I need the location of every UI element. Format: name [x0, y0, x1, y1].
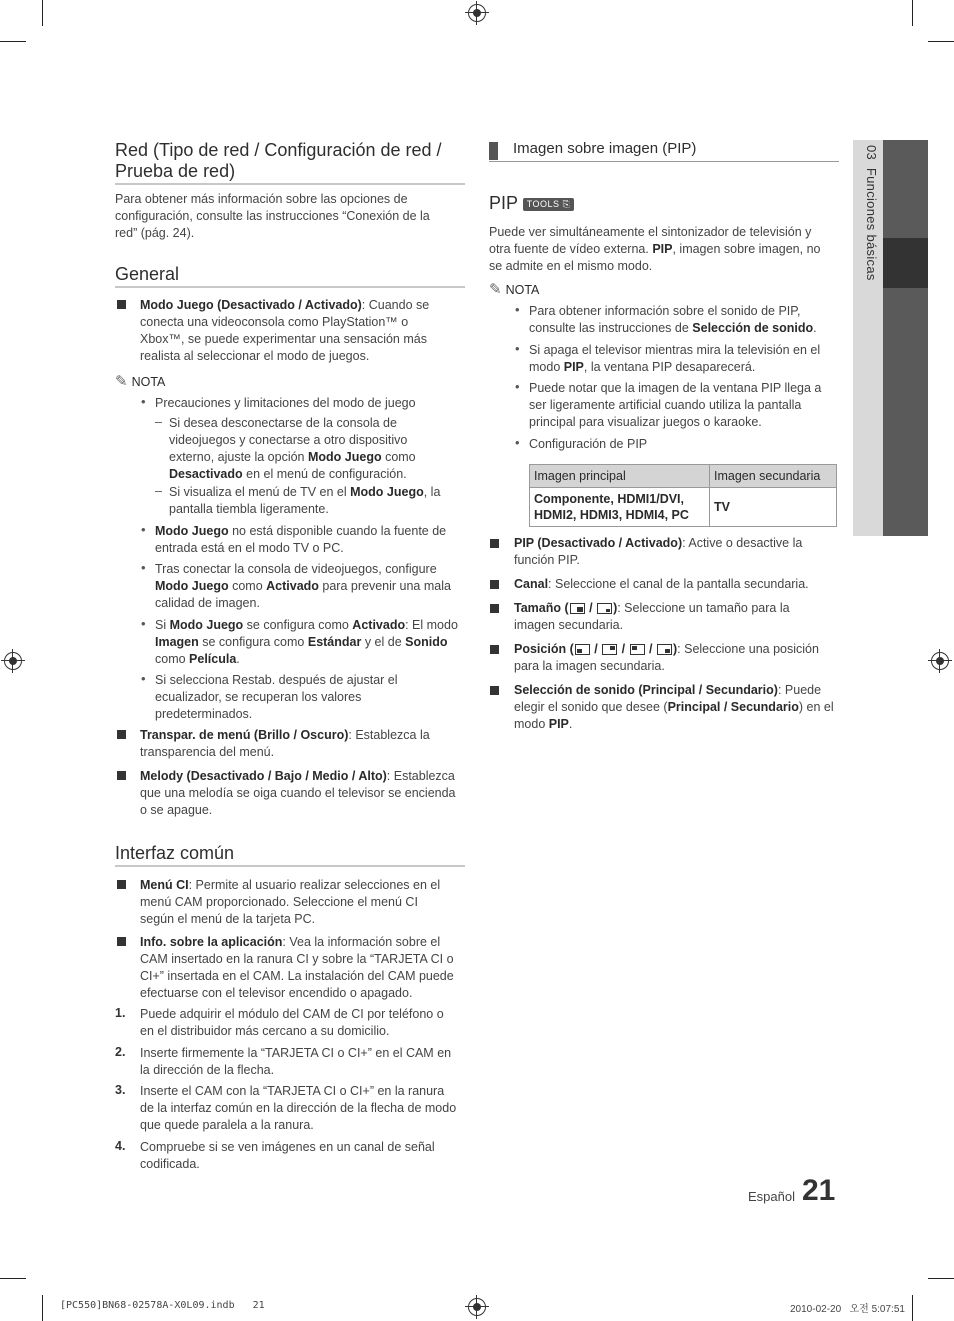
- bullet-dot: •: [141, 522, 146, 537]
- crop-mark: [912, 1295, 913, 1321]
- section-title-red: Red (Tipo de red / Configuración de red / Prueba de red): [115, 140, 442, 181]
- note-dash-2: Si visualiza el menú de TV en el Modo Juego, la pantalla tiembla ligeramente.: [169, 485, 441, 516]
- footer-language: Español: [748, 1189, 795, 1204]
- note-label: ✎ NOTA: [115, 373, 166, 390]
- table-cell: TV: [710, 488, 837, 527]
- position-bottom-left-icon: [575, 644, 590, 655]
- bullet-dot: •: [515, 302, 520, 317]
- position-top-right-icon: [602, 644, 617, 655]
- bullet-dot: •: [141, 394, 146, 409]
- item-tamano: Tamaño ( / ): Seleccione un tamaño para la imagen secundaria.: [514, 601, 790, 632]
- side-tab-dark: [883, 140, 928, 536]
- crop-mark: [0, 1278, 26, 1279]
- note-precauciones: Precauciones y limitaciones del modo de juego: [155, 396, 416, 410]
- bullet-dash: –: [155, 484, 162, 498]
- step-number: 2.: [115, 1045, 126, 1059]
- step-number: 4.: [115, 1139, 126, 1153]
- item-seleccion-sonido: Selección de sonido (Principal / Secundario): Puede elegir el sonido que desee (Principal / Secundario) en el modo PIP.: [514, 683, 834, 731]
- crop-mark: [42, 1295, 43, 1321]
- crop-mark: [912, 0, 913, 26]
- step-text: Inserte el CAM con la “TARJETA CI o CI+” en la ranura de la interfaz común en la dirección de la flecha de modo que quede paralela a la ranura.: [140, 1084, 457, 1132]
- pip-note-2: Si apaga el televisor mientras mira la televisión en el modo PIP, la ventana PIP desaparecerá.: [529, 343, 821, 374]
- registration-mark-icon: [468, 1298, 486, 1316]
- item-info-aplicacion: Info. sobre la aplicación: Vea la información sobre el CAM insertado en la ranura CI y sobre la “TARJETA CI o CI+” insertada en el CAM. La instalación del CAM puede efectuarse con el televisor encendido o apagado.: [140, 935, 454, 1000]
- pencil-icon: ✎: [115, 373, 128, 390]
- position-bottom-right-icon: [657, 644, 672, 655]
- item-transpar: Transpar. de menú (Brillo / Oscuro): Establezca la transparencia del menú.: [140, 728, 430, 759]
- note-label: ✎ NOTA: [489, 281, 540, 298]
- pip-note-4: Configuración de PIP: [529, 437, 648, 451]
- step-number: 3.: [115, 1083, 126, 1097]
- table-row: [530, 465, 837, 488]
- item-modo-juego: Modo Juego (Desactivado / Activado): Cuando se conecta una videoconsola como PlayStation™ o Xbox™, se puede experimentar una sensación más realista al seleccionar el modo de juegos.: [140, 298, 430, 363]
- bullet-square: [490, 539, 499, 548]
- section-rule: [115, 286, 465, 288]
- item-melody: Melody (Desactivado / Bajo / Medio / Alto): Establezca que una melodía se oiga cuando el televisor se encienda o se apague.: [140, 769, 456, 817]
- section-title-general: General: [115, 264, 180, 284]
- note-bullet-3: Tras conectar la consola de videojuegos, configure Modo Juego como Activado para prevenir una mala calidad de imagen.: [155, 562, 451, 610]
- section-title-interfaz: Interfaz común: [115, 843, 235, 863]
- section-marker: [489, 142, 498, 160]
- bullet-dot: •: [141, 616, 146, 631]
- section-title-pip: Imagen sobre imagen (PIP): [513, 140, 697, 157]
- tools-icon: ⎘: [562, 198, 571, 209]
- size-large-icon: [570, 603, 585, 614]
- bullet-square: [117, 880, 126, 889]
- step-number: 1.: [115, 1006, 126, 1020]
- table-cell: Componente, HDMI1/DVI, HDMI2, HDMI3, HDMI4, PC: [530, 488, 710, 527]
- bullet-square: [117, 937, 126, 946]
- bullet-square: [490, 580, 499, 589]
- page-number: 21: [802, 1174, 836, 1207]
- section-rule: [115, 865, 465, 867]
- table-header: Imagen principal: [530, 465, 710, 488]
- pip-intro: Puede ver simultáneamente el sintonizador de televisión y otra fuente de vídeo externa. PIP, imagen sobre imagen, no se admite en el mismo modo.: [489, 225, 821, 273]
- pip-title: PIP TOOLS ⎘: [489, 193, 574, 214]
- position-top-left-icon: [630, 644, 645, 655]
- bullet-dot: •: [515, 341, 520, 356]
- tools-badge: TOOLS ⎘: [523, 198, 575, 211]
- registration-mark-icon: [931, 652, 949, 670]
- note-bullet-2: Modo Juego no está disponible cuando la fuente de entrada está en el modo TV o PC.: [155, 524, 447, 555]
- bullet-square: [490, 686, 499, 695]
- pip-note-3: Puede notar que la imagen de la ventana PIP llega a ser ligeramente artificial cuando utiliza la pantalla principal para visualizar juegos o karaoke.: [529, 381, 822, 429]
- pencil-icon: ✎: [489, 281, 502, 298]
- item-posicion: Posición ( / / / ): Seleccione una posición para la imagen secundaria.: [514, 642, 819, 673]
- footer-file: [PC550]BN68-02578A-X0L09.indb 21: [60, 1300, 265, 1311]
- bullet-square: [117, 300, 126, 309]
- bullet-dot: •: [515, 379, 520, 394]
- step-text: Compruebe si se ven imágenes en un canal de señal codificada.: [140, 1140, 435, 1171]
- crop-mark: [42, 0, 43, 26]
- footer-date: 2010-02-20 오전 5:07:51: [790, 1304, 905, 1315]
- bullet-square: [490, 604, 499, 613]
- registration-mark-icon: [468, 4, 486, 22]
- crop-mark: [928, 41, 954, 42]
- section-rule: [115, 183, 465, 185]
- step-text: Puede adquirir el módulo del CAM de CI por teléfono o en el distribuidor más cercano a su domicilio.: [140, 1007, 444, 1038]
- paragraph-red: Para obtener más información sobre las opciones de configuración, consulte las instrucciones “Conexión de la red” (pág. 24).: [115, 192, 430, 240]
- table-row: [530, 488, 837, 527]
- item-menu-ci: Menú CI: Permite al usuario realizar selecciones en el menú CAM proporcionado. Seleccione el menú CI según el menú de la tarjeta PC.: [140, 878, 441, 926]
- bullet-dot: •: [141, 560, 146, 575]
- registration-mark-icon: [4, 652, 22, 670]
- step-text: Inserte firmemente la “TARJETA CI o CI+” en el CAM en la dirección de la flecha.: [140, 1046, 452, 1077]
- note-bullet-4: Si Modo Juego se configura como Activado: El modo Imagen se configura como Estándar y el de Sonido como Película.: [155, 618, 458, 666]
- crop-mark: [928, 1278, 954, 1279]
- bullet-dash: –: [155, 415, 162, 429]
- item-pip: PIP (Desactivado / Activado): Active o desactive la función PIP.: [514, 536, 803, 567]
- pip-settings-table: [529, 464, 837, 527]
- side-tab-label: 03 Funciones básicas: [864, 145, 879, 281]
- bullet-square: [490, 645, 499, 654]
- section-rule: [489, 161, 839, 162]
- size-small-icon: [597, 603, 612, 614]
- pip-note-1: Para obtener información sobre el sonido de PIP, consulte las instrucciones de Selección de sonido.: [529, 304, 817, 335]
- bullet-square: [117, 771, 126, 780]
- side-tab-active-marker: [883, 238, 928, 288]
- bullet-square: [117, 730, 126, 739]
- crop-mark: [0, 41, 26, 42]
- note-dash-1: Si desea desconectarse de la consola de videojuegos y conectarse a otro dispositivo externo, ajuste la opción Modo Juego como Desactivado en el menú de configuración.: [169, 416, 416, 481]
- table-header: Imagen secundaria: [710, 465, 837, 488]
- bullet-dot: •: [515, 435, 520, 450]
- note-bullet-5: Si selecciona Restab. después de ajustar el ecualizador, se recuperan los valores predeterminados.: [155, 673, 398, 721]
- bullet-dot: •: [141, 671, 146, 686]
- item-canal: Canal: Seleccione el canal de la pantalla secundaria.: [514, 577, 809, 591]
